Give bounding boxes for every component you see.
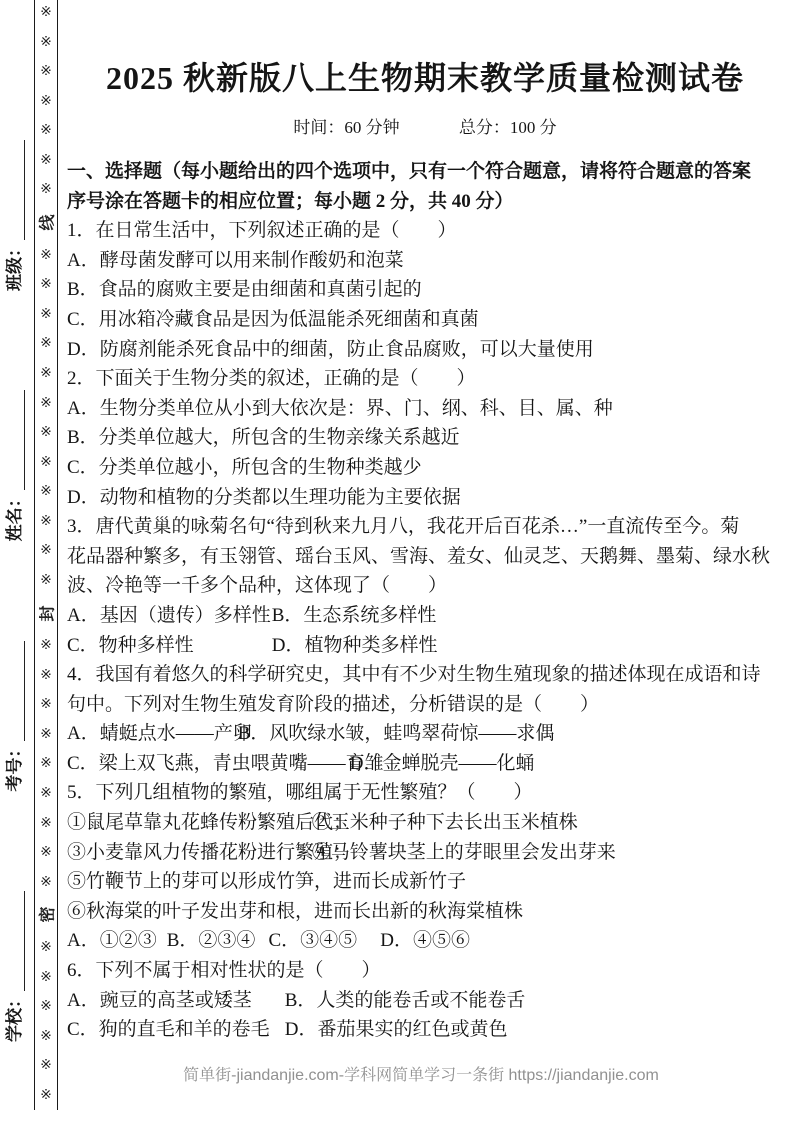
option-row — [67, 926, 783, 956]
seal-mark: ※ — [40, 365, 52, 381]
question-stem: 6．下列不属于相对性状的是（ ） — [67, 960, 381, 982]
seal-word: 封 — [39, 605, 57, 622]
exam-total-score: 总分：100 分 — [458, 118, 557, 137]
numbered-item: ④马铃薯块茎上的芽眼里会发出芽来 — [311, 841, 616, 863]
seal-mark: ※ — [40, 152, 52, 168]
seal-mark: ※ — [40, 845, 52, 861]
name-label: 姓名： — [5, 490, 24, 542]
question-list — [67, 157, 783, 1045]
name-blank — [8, 390, 25, 490]
numbered-item: ⑤竹鞭节上的芽可以形成竹笋，进而长成新竹子 — [67, 871, 467, 893]
seal-mark: ※ — [40, 815, 52, 831]
option: C．用冰箱冷藏食品是因为低温能杀死细菌和真菌 — [67, 308, 479, 330]
option: A．豌豆的高茎或矮茎 — [67, 989, 252, 1011]
option: D．金蝉脱壳——化蛹 — [349, 752, 535, 774]
option: B．人类的能卷舌或不能卷舌 — [284, 989, 526, 1011]
option: C．③④⑤ — [268, 930, 358, 952]
exam-number-blank — [8, 641, 25, 741]
seal-mark: ※ — [40, 395, 52, 411]
section-heading: 序号涂在答题卡的相应位置；每小题 2 分，共 40 分） — [67, 190, 514, 212]
question-stem: 句中。下列对生物生殖发育阶段的描述，分析错误的是（ ） — [67, 693, 600, 715]
page-title: 2025 秋新版八上生物期末教学质量检测试卷 — [105, 60, 744, 96]
option-row — [67, 631, 783, 661]
option: C．物种多样性 — [67, 634, 194, 656]
numbered-item: ⑥秋海棠的叶子发出芽和根，进而长出新的秋海棠植株 — [67, 900, 524, 922]
numbered-item: ②玉米种子种下去长出玉米植株 — [311, 812, 578, 834]
seal-mark: ※ — [40, 572, 52, 588]
option: C．狗的直毛和羊的卷毛 — [67, 1019, 270, 1041]
option: D．动物和植物的分类都以生理功能为主要依据 — [67, 486, 461, 508]
option: B．②③④ — [166, 930, 256, 952]
school-blank — [8, 891, 25, 991]
seal-strip — [34, 0, 58, 1110]
item-row — [67, 808, 783, 838]
seal-mark: ※ — [40, 667, 52, 683]
option: B．生态系统多样性 — [271, 604, 437, 626]
question-stem: 4．我国有着悠久的科学研究史，其中有不少对生物生殖现象的描述体现在成语和诗 — [67, 664, 761, 686]
option-row — [67, 1015, 783, 1045]
seal-mark: ※ — [40, 5, 52, 20]
question-stem: 5．下列几组植物的繁殖，哪组属于无性繁殖？（ ） — [67, 782, 533, 804]
seal-mark: ※ — [40, 454, 52, 470]
class-label: 班级： — [5, 240, 24, 292]
seal-mark: ※ — [40, 277, 52, 293]
seal-mark: ※ — [40, 64, 52, 80]
option: A．①②③ — [67, 930, 157, 952]
option: B．食品的腐败主要是由细菌和真菌引起的 — [67, 279, 422, 301]
school-label: 学校： — [5, 991, 24, 1042]
seal-mark: ※ — [40, 786, 52, 802]
option: A．酵母菌发酵可以用来制作酸奶和泡菜 — [67, 249, 404, 271]
exam-meta — [67, 113, 783, 138]
option: C．梁上双飞燕，青虫喂黄嘴——育雏 — [67, 752, 384, 774]
option: A．蜻蜓点水——产卵 — [67, 723, 252, 745]
seal-mark: ※ — [40, 999, 52, 1015]
option-row — [67, 986, 783, 1016]
seal-mark: ※ — [40, 182, 52, 198]
seal-mark: ※ — [40, 697, 52, 713]
numbered-item: ③小麦靠风力传播花粉进行繁殖； — [67, 841, 353, 863]
exam-number-label: 考号： — [5, 740, 24, 792]
seal-mark: ※ — [40, 638, 52, 654]
option: D．④⑤⑥ — [380, 930, 470, 952]
question-stem: 2．下面关于生物分类的叙述，正确的是（ ） — [67, 368, 476, 390]
option: B．风吹绿水皱，蛙鸣翠荷惊——求偶 — [237, 723, 555, 745]
item-row — [67, 838, 783, 868]
margin-field-exam-number — [0, 641, 25, 792]
seal-mark: ※ — [40, 93, 52, 109]
seal-word: 密 — [39, 906, 57, 923]
question-stem: 1．在日常生活中，下列叙述正确的是（ ） — [67, 220, 457, 242]
option-row — [67, 601, 783, 631]
seal-mark: ※ — [40, 543, 52, 559]
seal-mark: ※ — [40, 247, 52, 263]
seal-mark: ※ — [40, 1058, 52, 1074]
section-heading: 一、选择题（每小题给出的四个选项中，只有一个符合题意，请将符合题意的答案 — [67, 161, 752, 182]
option: A．基因（遗传）多样性 — [67, 604, 271, 626]
margin-field-name — [0, 390, 25, 541]
option: B．分类单位越大，所包含的生物亲缘关系越近 — [67, 427, 460, 449]
option: A．生物分类单位从小到大依次是：界、门、纲、科、目、属、种 — [67, 397, 613, 419]
option: C．分类单位越小，所包含的生物种类越少 — [67, 456, 422, 478]
numbered-item: ①鼠尾草靠丸花蜂传粉繁殖后代； — [67, 812, 353, 834]
option: D．防腐剂能杀死食品中的细菌，防止食品腐败，可以大量使用 — [67, 338, 594, 360]
seal-mark: ※ — [40, 756, 52, 772]
question-stem: 波、冷艳等一千多个品种，这体现了（ ） — [67, 575, 448, 597]
seal-mark: ※ — [40, 1087, 52, 1103]
seal-mark: ※ — [40, 306, 52, 322]
seal-mark: ※ — [40, 425, 52, 441]
option-row — [67, 719, 783, 749]
option: D．番茄果实的红色或黄色 — [284, 1019, 508, 1041]
class-blank — [8, 140, 25, 240]
seal-mark: ※ — [40, 726, 52, 742]
exam-paper — [59, 0, 793, 1122]
margin-field-class — [0, 140, 25, 291]
seal-mark: ※ — [40, 484, 52, 500]
question-stem: 3．唐代黄巢的咏菊名句“待到秋来九月八，我花开后百花杀…”一直流传至今。菊 — [67, 516, 740, 538]
seal-mark: ※ — [40, 513, 52, 529]
seal-mark: ※ — [40, 939, 52, 955]
exam-time: 时间：60 分钟 — [293, 118, 400, 137]
option: D．植物种类多样性 — [271, 634, 438, 656]
seal-word: 线 — [39, 214, 57, 231]
seal-mark: ※ — [40, 123, 52, 139]
seal-mark: ※ — [40, 969, 52, 985]
seal-mark: ※ — [40, 1028, 52, 1044]
option-row — [67, 749, 783, 779]
seal-mark: ※ — [40, 336, 52, 352]
seal-mark: ※ — [40, 874, 52, 890]
question-stem: 花品器种繁多，有玉翎管、瑶台玉风、雪海、羞女、仙灵芝、天鹅舞、墨菊、绿水秋 — [67, 545, 771, 567]
margin-field-school — [0, 891, 25, 1042]
seal-mark: ※ — [40, 34, 52, 50]
footer-watermark: 简单街-jiandanjie.com-学科网简单学习一条街 https://jiandanjie.com — [183, 1067, 659, 1084]
margin-fields — [3, 140, 25, 1042]
